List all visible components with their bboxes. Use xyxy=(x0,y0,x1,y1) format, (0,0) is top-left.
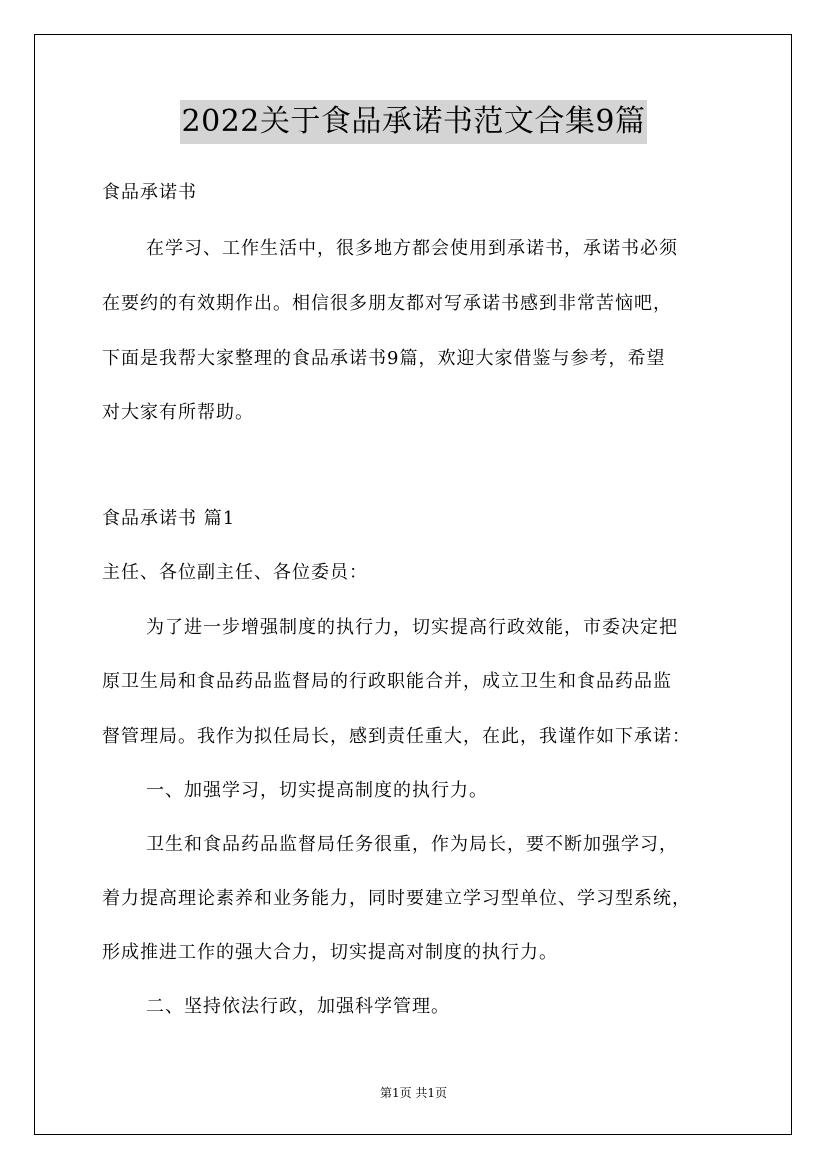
paragraph-line: 为了进一步增强制度的执行力，切实提高行政效能，市委决定把 xyxy=(146,617,678,638)
section-heading: 食品承诺书 xyxy=(102,182,197,203)
paragraph-line: 对大家有所帮助。 xyxy=(102,402,254,423)
list-heading: 二、坚持依法行政，加强科学管理。 xyxy=(146,996,450,1017)
page-footer xyxy=(0,1086,827,1100)
paragraph-line: 原卫生局和食品药品监督局的行政职能合并，成立卫生和食品药品监 xyxy=(102,671,672,692)
title-wrapper xyxy=(0,100,827,144)
list-heading: 一、加强学习，切实提高制度的执行力。 xyxy=(146,780,488,801)
section-heading: 食品承诺书 篇1 xyxy=(102,508,236,529)
page-number: 第1页 共1页 xyxy=(379,1086,448,1100)
paragraph-line: 督管理局。我作为拟任局长，感到责任重大，在此，我谨作如下承诺： xyxy=(102,726,691,747)
paragraph-line: 在要约的有效期作出。相信很多朋友都对写承诺书感到非常苦恼吧， xyxy=(102,293,672,314)
paragraph-line: 着力提高理论素养和业务能力，同时要建立学习型单位、学习型系统， xyxy=(102,888,691,909)
salutation-line: 主任、各位副主任、各位委员： xyxy=(102,562,368,583)
paragraph-line: 卫生和食品药品监督局任务很重，作为局长，要不断加强学习， xyxy=(146,834,678,855)
paragraph-line: 形成推进工作的强大合力，切实提高对制度的执行力。 xyxy=(102,942,558,963)
paragraph-line: 在学习、工作生活中，很多地方都会使用到承诺书，承诺书必须 xyxy=(146,238,678,259)
paragraph-line: 下面是我帮大家整理的食品承诺书9篇，欢迎大家借鉴与参考，希望 xyxy=(102,348,666,369)
document-title: 2022关于食品承诺书范文合集9篇 xyxy=(180,100,648,144)
